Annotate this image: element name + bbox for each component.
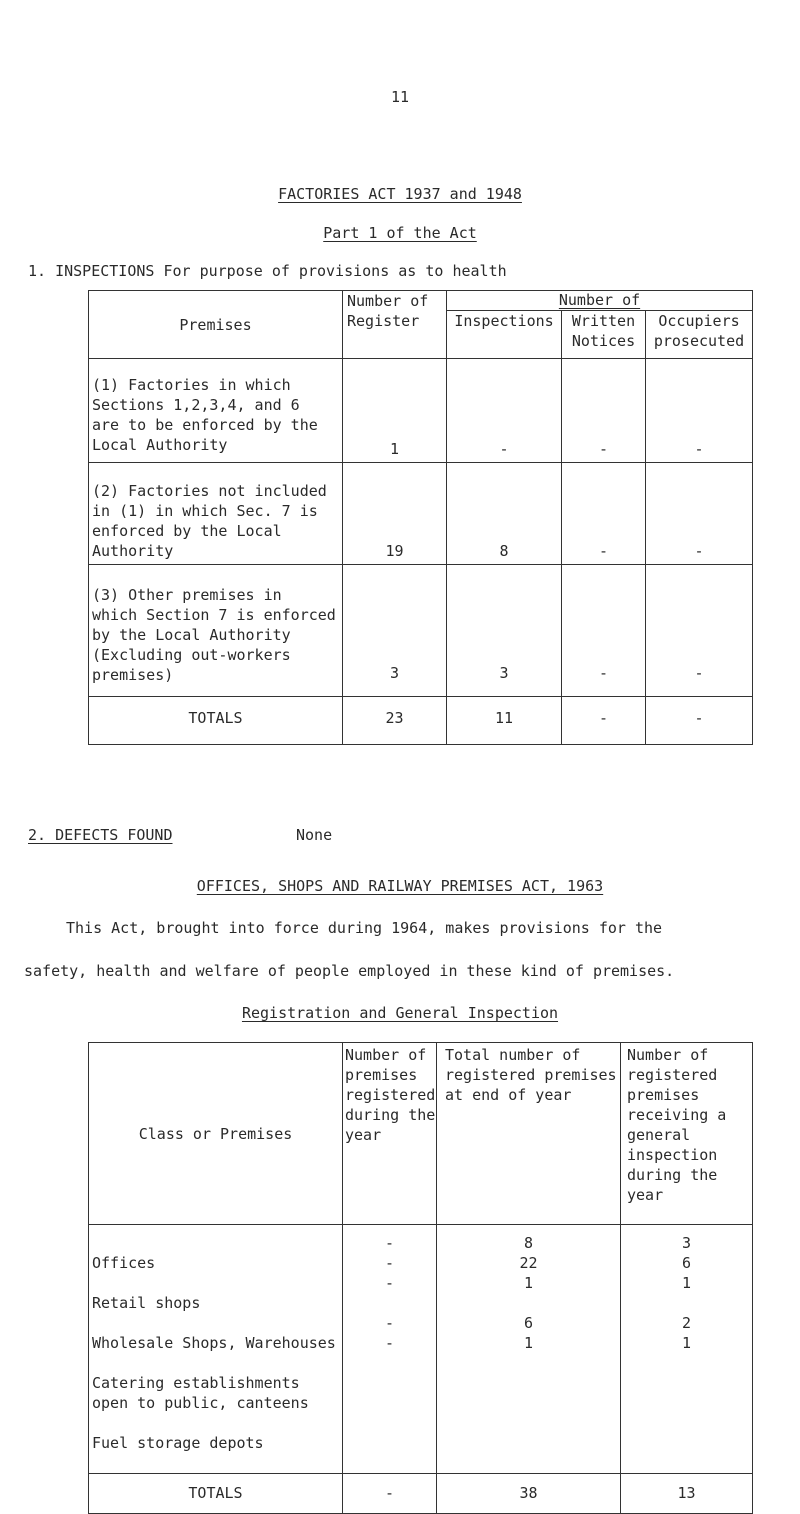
header-premises: Premises [89,291,343,359]
totals-register: 23 [343,697,447,745]
list-item: Catering establishments open to public, canteens [92,1374,309,1412]
premises-cell: (1) Factories in which Sections 1,2,3,4, and 6 are to be enforced by the Local Authority [89,359,343,463]
list-item: Offices [92,1254,156,1272]
registration-subheading: Registration and General Inspection [241,1004,559,1022]
registered-value: - [384,1314,395,1332]
defects-heading: 2. DEFECTS FOUND [28,826,173,844]
list-item: Wholesale Shops, Warehouses [92,1334,336,1352]
premises-cell: (3) Other premises in which Section 7 is enforced by the Local Authority (Excluding out-workers premises) [89,565,343,697]
total-value: 1 [523,1274,534,1292]
header-class: Class or Premises [89,1043,343,1225]
factories-act-title: FACTORIES ACT 1937 and 1948 [278,185,522,203]
header-inspections: Inspections [447,311,562,359]
notices-cell: - [562,463,646,565]
register-cell: 19 [343,463,447,565]
total-value: 8 [523,1234,534,1252]
totals-row [89,1474,753,1514]
header-registered-during-year: Number of premises registered during the year [343,1043,437,1225]
inspected-value: 3 [681,1234,692,1252]
totals-notices: - [562,697,646,745]
totals-registered: - [343,1474,437,1514]
prosecuted-cell: - [646,359,753,463]
paragraph-line-2: safety, health and welfare of people employed in these kind of premises. [24,962,675,980]
totals-prosecuted: - [646,697,753,745]
total-value: 1 [523,1334,534,1352]
list-item: Fuel storage depots [92,1434,264,1452]
inspected-value: 1 [681,1334,692,1352]
total-value: 22 [519,1254,538,1272]
class-column [89,1225,343,1474]
table-body [89,1225,753,1474]
factories-inspections-table [88,290,753,745]
header-total-registered: Total number of registered premises at end of year [437,1043,621,1225]
header-written-notices: Written Notices [562,311,646,359]
inspections-heading: 1. INSPECTIONS For purpose of provisions as to health [28,262,507,280]
inspections-cell: - [447,359,562,463]
inspected-value: 2 [681,1314,692,1332]
notices-cell: - [562,565,646,697]
total-column [437,1225,621,1474]
prosecuted-cell: - [646,463,753,565]
totals-inspected: 13 [621,1474,753,1514]
inspections-cell: 3 [447,565,562,697]
register-cell: 1 [343,359,447,463]
table-row [89,359,753,463]
header-occupiers-prosecuted: Occupiers prosecuted [646,311,753,359]
total-value: 6 [523,1314,534,1332]
premises-cell: (2) Factories not included in (1) in which Sec. 7 is enforced by the Local Authority [89,463,343,565]
part-heading: Part 1 of the Act [323,224,477,242]
prosecuted-cell: - [646,565,753,697]
totals-row [89,697,753,745]
totals-label: TOTALS [89,697,343,745]
header-general-inspection: Number of registered premises receiving a general inspection during the year [621,1043,753,1225]
table-row [89,463,753,565]
registered-value: - [384,1274,395,1292]
inspected-value: 1 [681,1274,692,1292]
registration-table [88,1042,753,1514]
registered-value: - [384,1254,395,1272]
registered-value: - [384,1334,395,1352]
register-cell: 3 [343,565,447,697]
offices-act-title: OFFICES, SHOPS AND RAILWAY PREMISES ACT, 1963 [196,877,604,895]
header-register: Number of Register [343,291,447,359]
inspected-column [621,1225,753,1474]
totals-inspections: 11 [447,697,562,745]
registered-value: - [384,1234,395,1252]
header-number-of: Number of [447,291,753,311]
defects-value: None [296,826,333,844]
table-row [89,565,753,697]
totals-total: 38 [437,1474,621,1514]
inspected-value: 6 [681,1254,692,1272]
list-item: Retail shops [92,1294,201,1312]
notices-cell: - [562,359,646,463]
page-number: 11 [390,88,410,106]
registered-column [343,1225,437,1474]
inspections-cell: 8 [447,463,562,565]
totals-label: TOTALS [89,1474,343,1514]
paragraph-line-1: This Act, brought into force during 1964, makes provisions for the [66,919,663,937]
